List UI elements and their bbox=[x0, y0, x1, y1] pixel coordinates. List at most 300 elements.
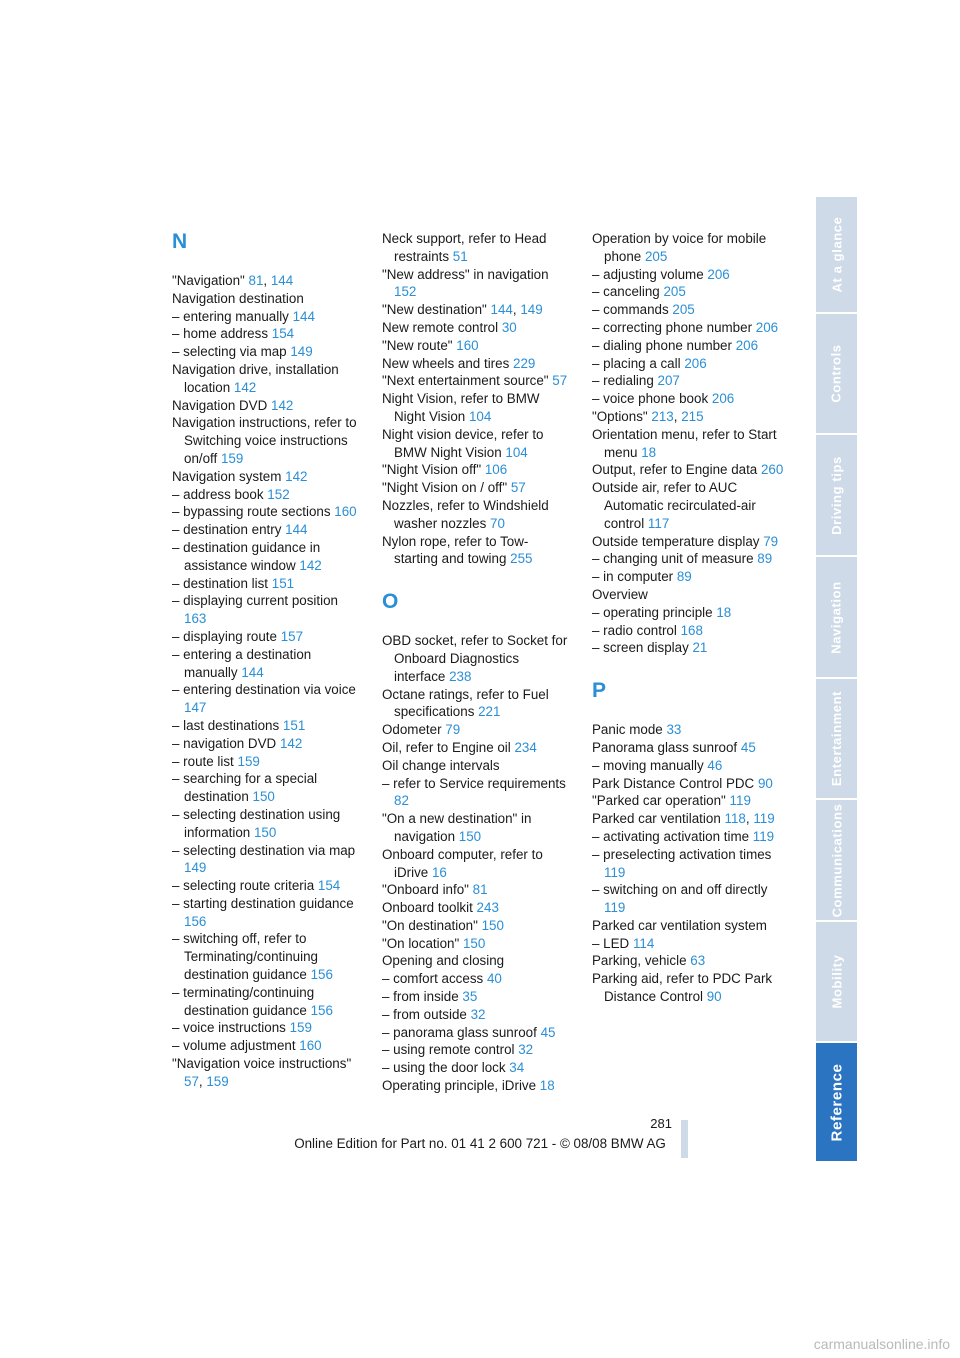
index-entry bbox=[382, 1024, 572, 1042]
entry-term: "New address" in navigation bbox=[382, 266, 549, 282]
page-link[interactable]: 215 bbox=[681, 408, 704, 424]
entry-term: – commands bbox=[592, 302, 673, 318]
entry-term: – redialing bbox=[592, 373, 658, 389]
entry-term: Panorama glass sunroof bbox=[592, 739, 741, 755]
entry-term: OBD socket, refer to Socket for Onboard Diagnostics interface bbox=[382, 633, 568, 684]
index-entry bbox=[592, 550, 788, 568]
entry-term: – activating activation time bbox=[592, 828, 753, 844]
entry-term: Parked car ventilation bbox=[592, 811, 725, 827]
page-link[interactable]: 147 bbox=[184, 700, 207, 716]
page-link[interactable]: 142 bbox=[233, 379, 257, 395]
page-separator: , bbox=[263, 273, 271, 288]
index-entry bbox=[172, 272, 358, 290]
entry-term: – moving manually bbox=[592, 757, 708, 773]
page-link[interactable]: 81 bbox=[472, 882, 488, 898]
index-entry bbox=[382, 686, 572, 722]
index-entry bbox=[382, 230, 572, 266]
page-link[interactable]: 255 bbox=[510, 551, 533, 567]
page-link[interactable]: 34 bbox=[509, 1060, 525, 1076]
tab-at-a-glance[interactable] bbox=[816, 197, 857, 312]
entry-term: Outside temperature display bbox=[592, 533, 764, 549]
page-link[interactable]: 57 bbox=[184, 1073, 199, 1089]
index-entry bbox=[382, 461, 572, 479]
index-entry bbox=[592, 461, 788, 479]
entry-term: Outside air, refer to AUC Automatic recirculated-air control bbox=[592, 480, 756, 531]
page-link[interactable]: 30 bbox=[501, 319, 517, 335]
entry-term: – displaying route bbox=[172, 628, 281, 644]
tab-mobility[interactable] bbox=[816, 922, 857, 1041]
entry-term: – preselecting activation times bbox=[592, 846, 772, 862]
page-link[interactable]: 159 bbox=[206, 1073, 229, 1089]
page-link[interactable]: 142 bbox=[279, 735, 303, 751]
entry-term: – destination list bbox=[172, 575, 272, 591]
page-link[interactable]: 151 bbox=[271, 575, 295, 591]
page-link[interactable]: 46 bbox=[707, 757, 723, 773]
entry-term: Overview bbox=[592, 586, 648, 602]
page-link[interactable]: 159 bbox=[237, 753, 260, 769]
page-link[interactable]: 45 bbox=[540, 1024, 556, 1040]
page-link[interactable]: 119 bbox=[604, 900, 626, 916]
index-entry bbox=[592, 533, 788, 551]
index-entry bbox=[172, 325, 358, 343]
page-link[interactable]: 152 bbox=[267, 486, 290, 502]
page-link[interactable]: 160 bbox=[299, 1038, 322, 1054]
page-link[interactable]: 163 bbox=[184, 611, 207, 627]
index-entry bbox=[592, 426, 788, 462]
index-entry bbox=[382, 1059, 572, 1077]
page-link[interactable]: 82 bbox=[394, 793, 409, 809]
entry-term: New wheels and tires bbox=[382, 355, 513, 371]
page-link[interactable]: 16 bbox=[431, 864, 447, 880]
page-link[interactable]: 160 bbox=[334, 504, 357, 520]
tab-label: Driving tips bbox=[829, 455, 844, 535]
index-entry bbox=[382, 1041, 572, 1059]
index-entry bbox=[592, 828, 788, 846]
entry-term: New remote control bbox=[382, 319, 502, 335]
page-link[interactable]: 150 bbox=[462, 935, 486, 951]
tab-driving-tips[interactable] bbox=[816, 435, 857, 555]
page-link[interactable]: 213 bbox=[651, 408, 674, 424]
page-link[interactable]: 149 bbox=[184, 860, 207, 876]
index-entry bbox=[592, 390, 788, 408]
entry-term: Navigation instructions, refer to Switching voice instructions on/off bbox=[172, 415, 357, 466]
page-link[interactable]: 207 bbox=[657, 373, 680, 389]
entry-term: – voice phone book bbox=[592, 391, 712, 407]
entry-term: "Night Vision off" bbox=[382, 462, 485, 478]
entry-term: "Onboard info" bbox=[382, 882, 473, 898]
page-number: 281 bbox=[650, 1116, 672, 1131]
entry-term: – adjusting volume bbox=[592, 266, 708, 282]
index-entry bbox=[382, 301, 572, 319]
entry-term: – destination entry bbox=[172, 522, 286, 538]
entry-term: – using remote control bbox=[382, 1042, 519, 1058]
page-link[interactable]: 79 bbox=[445, 722, 461, 738]
entry-term: "New route" bbox=[382, 337, 457, 353]
tab-entertainment[interactable] bbox=[816, 679, 857, 798]
entry-term: Navigation DVD bbox=[172, 397, 271, 413]
index-entry bbox=[382, 337, 572, 355]
page-link[interactable]: 160 bbox=[456, 337, 479, 353]
index-entry bbox=[172, 877, 358, 895]
entry-term: – LED bbox=[592, 935, 633, 951]
page-link[interactable]: 144 bbox=[241, 664, 264, 680]
entry-term: Octane ratings, refer to Fuel specifications bbox=[382, 686, 549, 720]
tab-label: Entertainment bbox=[829, 690, 845, 787]
index-entry bbox=[592, 319, 788, 337]
page-link[interactable]: 18 bbox=[539, 1078, 555, 1094]
entry-term: – destination guidance in assistance window bbox=[172, 539, 321, 573]
entry-term: – searching for a special destination bbox=[172, 771, 318, 805]
index-entry bbox=[172, 397, 358, 415]
page-link[interactable]: 206 bbox=[755, 319, 779, 335]
entry-term: – changing unit of measure bbox=[592, 551, 758, 567]
index-entry bbox=[382, 390, 572, 426]
index-entry bbox=[172, 575, 358, 593]
index-entry bbox=[382, 355, 572, 373]
page-link[interactable]: 159 bbox=[220, 450, 244, 466]
page-link[interactable]: 104 bbox=[505, 444, 528, 460]
index-entry bbox=[172, 539, 358, 575]
page-link[interactable]: 57 bbox=[552, 373, 568, 389]
page-link[interactable]: 144 bbox=[285, 522, 308, 538]
index-entry bbox=[592, 372, 788, 390]
index-entry bbox=[382, 988, 572, 1006]
index-entry bbox=[172, 735, 358, 753]
index-entry bbox=[382, 479, 572, 497]
page-link[interactable]: 51 bbox=[452, 248, 468, 264]
page-link[interactable]: 144 bbox=[490, 302, 513, 318]
page-link[interactable]: 154 bbox=[317, 878, 341, 894]
index-entry bbox=[172, 753, 358, 771]
page-link[interactable]: 144 bbox=[292, 308, 315, 324]
index-entry bbox=[382, 426, 572, 462]
index-entry bbox=[172, 770, 358, 806]
footer-text: Online Edition for Part no. 01 41 2 600 721 - © 08/08 BMW AG bbox=[294, 1136, 666, 1151]
page-link[interactable]: 119 bbox=[753, 811, 775, 827]
page-link[interactable]: 81 bbox=[248, 273, 264, 288]
entry-term: "Parked car operation" bbox=[592, 793, 730, 809]
tab-label: Navigation bbox=[829, 580, 844, 654]
page-link[interactable]: 243 bbox=[476, 900, 499, 916]
index-entry bbox=[382, 935, 572, 953]
entry-term: – panorama glass sunroof bbox=[382, 1024, 541, 1040]
page-link[interactable]: 40 bbox=[486, 971, 502, 987]
index-entry bbox=[382, 739, 572, 757]
index-entry bbox=[382, 1006, 572, 1024]
page-link[interactable]: 229 bbox=[513, 355, 536, 371]
index-entry bbox=[592, 757, 788, 775]
page-link[interactable]: 90 bbox=[706, 989, 722, 1005]
entry-term: Neck support, refer to Head restraints bbox=[382, 231, 547, 264]
entry-term: Nozzles, refer to Windshield washer nozzles bbox=[382, 497, 549, 531]
page-link[interactable]: 18 bbox=[716, 604, 732, 620]
page-link[interactable]: 157 bbox=[280, 628, 304, 644]
index-column-2 bbox=[382, 230, 572, 1095]
page-link[interactable]: 57 bbox=[510, 480, 526, 496]
page-link[interactable]: 234 bbox=[514, 739, 537, 755]
page-link[interactable]: 206 bbox=[735, 337, 759, 353]
page-link[interactable]: 33 bbox=[666, 722, 682, 738]
entry-term: – canceling bbox=[592, 284, 664, 300]
page-link[interactable]: 142 bbox=[285, 468, 308, 484]
index-entry bbox=[592, 479, 788, 532]
page-link[interactable]: 142 bbox=[271, 397, 294, 413]
index-entry bbox=[382, 632, 572, 685]
page-link[interactable]: 260 bbox=[760, 462, 784, 478]
entry-term: "Next entertainment source" bbox=[382, 373, 553, 389]
entry-term: – entering manually bbox=[172, 308, 293, 324]
entry-term: – screen display bbox=[592, 640, 693, 656]
index-entry bbox=[592, 622, 788, 640]
index-entry bbox=[382, 970, 572, 988]
page-separator: , bbox=[198, 1073, 207, 1089]
index-entry bbox=[592, 408, 788, 426]
index-column-3 bbox=[592, 230, 788, 1006]
entry-term: "On destination" bbox=[382, 917, 482, 933]
entry-term: Output, refer to Engine data bbox=[592, 462, 761, 478]
entry-term: Panic mode bbox=[592, 722, 667, 738]
page-link[interactable]: 152 bbox=[394, 284, 417, 300]
entry-term: – volume adjustment bbox=[172, 1038, 300, 1054]
index-entry bbox=[172, 414, 358, 467]
index-entry bbox=[592, 301, 788, 319]
page-link[interactable]: 150 bbox=[458, 828, 482, 844]
index-entry bbox=[172, 361, 358, 397]
index-entry bbox=[592, 604, 788, 622]
index-entry bbox=[592, 970, 788, 1006]
tab-label: Communications bbox=[829, 803, 845, 917]
entry-term: – selecting destination using information bbox=[172, 806, 341, 840]
tab-communications[interactable] bbox=[816, 800, 857, 920]
tab-label: At a glance bbox=[829, 216, 844, 293]
index-entry bbox=[382, 881, 572, 899]
entry-term: – entering destination via voice bbox=[172, 682, 356, 698]
index-entry bbox=[592, 568, 788, 586]
index-entry bbox=[382, 533, 572, 569]
index-entry bbox=[592, 337, 788, 355]
index-column-1 bbox=[172, 230, 358, 1091]
page-link[interactable]: 150 bbox=[252, 789, 275, 805]
entry-term: "On location" bbox=[382, 935, 463, 951]
entry-term: – selecting via map bbox=[172, 344, 291, 360]
entry-term: – in computer bbox=[592, 569, 677, 585]
index-entry bbox=[172, 806, 358, 842]
index-entry bbox=[592, 721, 788, 739]
page-link[interactable]: 32 bbox=[470, 1006, 486, 1022]
entry-term: Orientation menu, refer to Start menu bbox=[592, 426, 777, 460]
tab-label: Mobility bbox=[829, 954, 844, 1009]
index-entry bbox=[592, 639, 788, 657]
page-link[interactable]: 144 bbox=[270, 273, 294, 288]
index-entry bbox=[592, 775, 788, 793]
index-entry bbox=[382, 775, 572, 811]
page-link[interactable]: 205 bbox=[644, 248, 668, 264]
index-entry bbox=[172, 503, 358, 521]
entry-term: Odometer bbox=[382, 722, 446, 738]
watermark: carmanualsonline.info bbox=[813, 1336, 950, 1352]
entry-term: Night vision device, refer to BMW Night Vision bbox=[382, 426, 544, 460]
page-link[interactable]: 63 bbox=[690, 953, 706, 969]
entry-term: Oil change intervals bbox=[382, 757, 500, 773]
page-link[interactable]: 154 bbox=[271, 326, 295, 342]
index-entry bbox=[172, 1055, 358, 1091]
section-letter-p: P bbox=[592, 679, 607, 703]
entry-term: – correcting phone number bbox=[592, 319, 756, 335]
entry-term: – from outside bbox=[382, 1006, 471, 1022]
section-tabs bbox=[816, 197, 857, 1163]
entry-term: Operation by voice for mobile phone bbox=[592, 231, 767, 264]
page-link[interactable]: 221 bbox=[478, 704, 501, 720]
index-entry bbox=[382, 266, 572, 302]
index-entry bbox=[382, 899, 572, 917]
entry-term: – selecting destination via map bbox=[172, 842, 356, 858]
page-link[interactable]: 21 bbox=[692, 640, 708, 656]
page-link[interactable]: 118 bbox=[724, 811, 746, 827]
entry-term: "Navigation voice instructions" bbox=[172, 1056, 352, 1072]
page-link[interactable]: 32 bbox=[518, 1042, 534, 1058]
page-link[interactable]: 150 bbox=[253, 824, 277, 840]
entry-term: – navigation DVD bbox=[172, 735, 280, 751]
index-entry bbox=[592, 881, 788, 917]
index-entry bbox=[592, 230, 788, 266]
page-link[interactable]: 156 bbox=[184, 913, 207, 929]
section-letter-n: N bbox=[172, 230, 188, 253]
page-link[interactable]: 104 bbox=[468, 408, 492, 424]
index-entry bbox=[172, 290, 358, 308]
index-entry bbox=[172, 521, 358, 539]
entry-term: "Options" bbox=[592, 408, 652, 424]
page-link[interactable]: 117 bbox=[647, 515, 670, 531]
index-entry bbox=[172, 343, 358, 361]
entry-term: "On a new destination" in navigation bbox=[382, 811, 532, 844]
index-entry bbox=[172, 592, 358, 628]
page-separator: , bbox=[673, 408, 682, 424]
index-entry bbox=[172, 486, 358, 504]
entry-term: Navigation destination bbox=[172, 290, 304, 306]
page-link[interactable]: 206 bbox=[707, 266, 730, 282]
index-entry bbox=[382, 757, 572, 775]
index-entry bbox=[172, 1019, 358, 1037]
index-entry bbox=[592, 739, 788, 757]
page-separator: , bbox=[745, 811, 754, 827]
entry-term: Onboard toolkit bbox=[382, 900, 477, 916]
page-link[interactable]: 70 bbox=[490, 515, 505, 531]
index-entry bbox=[172, 308, 358, 326]
entry-term: Nylon rope, refer to Tow-starting and towing bbox=[382, 533, 529, 567]
entry-term: Opening and closing bbox=[382, 953, 505, 969]
entry-term: – switching off, refer to Terminating/continuing destination guidance bbox=[172, 931, 318, 983]
tab-label: Controls bbox=[829, 344, 844, 403]
index-entry bbox=[592, 792, 788, 810]
index-entry bbox=[592, 586, 788, 604]
page-link[interactable]: 238 bbox=[449, 668, 472, 684]
entry-term: – placing a call bbox=[592, 355, 685, 371]
page-link[interactable]: 119 bbox=[604, 864, 626, 880]
page-link[interactable]: 149 bbox=[520, 302, 543, 318]
index-entry bbox=[172, 681, 358, 717]
page-link[interactable]: 206 bbox=[684, 355, 707, 371]
page-link[interactable]: 156 bbox=[310, 1002, 333, 1018]
index-entry bbox=[592, 283, 788, 301]
page-link[interactable]: 151 bbox=[282, 717, 306, 733]
page-link[interactable]: 156 bbox=[310, 967, 333, 983]
page-separator: , bbox=[512, 302, 521, 318]
entry-term: – home address bbox=[172, 326, 272, 342]
index-entry bbox=[592, 810, 788, 828]
entry-term: – switching on and off directly bbox=[592, 882, 768, 898]
page-link[interactable]: 106 bbox=[484, 462, 508, 478]
entry-term: Onboard computer, refer to iDrive bbox=[382, 846, 543, 880]
entry-term: – using the door lock bbox=[382, 1060, 510, 1076]
index-entry bbox=[172, 717, 358, 735]
page-link[interactable]: 159 bbox=[289, 1020, 312, 1036]
entry-term: – route list bbox=[172, 753, 238, 769]
entry-term: – operating principle bbox=[592, 604, 717, 620]
page-link[interactable]: 119 bbox=[729, 793, 751, 809]
index-entry bbox=[382, 319, 572, 337]
index-entry bbox=[592, 355, 788, 373]
page-link[interactable]: 205 bbox=[672, 302, 695, 318]
page-link[interactable]: 150 bbox=[481, 917, 504, 933]
page-link[interactable]: 119 bbox=[752, 828, 775, 844]
index-entry bbox=[382, 721, 572, 739]
entry-term: Night Vision, refer to BMW Night Vision bbox=[382, 391, 540, 424]
index-entry bbox=[592, 917, 788, 935]
page-link[interactable]: 18 bbox=[641, 444, 657, 460]
tab-controls[interactable] bbox=[816, 314, 857, 433]
index-entry bbox=[172, 930, 358, 983]
page-link[interactable]: 168 bbox=[680, 622, 703, 638]
index-entry bbox=[592, 952, 788, 970]
entry-term: Parking aid, refer to PDC Park Distance Control bbox=[592, 971, 773, 1005]
entry-term: – selecting route criteria bbox=[172, 878, 318, 894]
entry-term: "Night Vision on / off" bbox=[382, 480, 511, 496]
page-link[interactable]: 89 bbox=[676, 569, 692, 585]
entry-term: – entering a destination manually bbox=[172, 646, 312, 680]
entry-term: Oil, refer to Engine oil bbox=[382, 739, 515, 755]
entry-term: Parked car ventilation system bbox=[592, 917, 767, 933]
page-link[interactable]: 205 bbox=[663, 284, 686, 300]
index-entry bbox=[382, 952, 572, 970]
page-link[interactable]: 89 bbox=[757, 551, 773, 567]
entry-term: – voice instructions bbox=[172, 1020, 290, 1036]
page-link[interactable]: 206 bbox=[711, 391, 735, 407]
entry-term: – refer to Service requirements bbox=[382, 775, 566, 791]
page-link[interactable]: 90 bbox=[757, 775, 773, 791]
entry-term: Parking, vehicle bbox=[592, 953, 691, 969]
index-entry bbox=[382, 497, 572, 533]
entry-term: – bypassing route sections bbox=[172, 504, 335, 520]
entry-term: – starting destination guidance bbox=[172, 895, 354, 911]
page-link[interactable]: 114 bbox=[632, 935, 655, 951]
index-entry bbox=[382, 917, 572, 935]
page-link[interactable]: 149 bbox=[290, 344, 313, 360]
page-link[interactable]: 35 bbox=[462, 989, 478, 1005]
index-entry bbox=[172, 895, 358, 931]
index-entry bbox=[172, 1037, 358, 1055]
entry-term: – comfort access bbox=[382, 971, 487, 987]
index-entry bbox=[172, 628, 358, 646]
entry-term: – dialing phone number bbox=[592, 337, 736, 353]
tab-navigation[interactable] bbox=[816, 557, 857, 677]
index-entry bbox=[592, 935, 788, 953]
entry-term: – address book bbox=[172, 486, 268, 502]
page-link[interactable]: 142 bbox=[299, 557, 322, 573]
index-entry bbox=[382, 372, 572, 390]
index-entry bbox=[382, 1077, 572, 1095]
page-link[interactable]: 79 bbox=[763, 533, 779, 549]
page-link[interactable]: 45 bbox=[740, 739, 756, 755]
